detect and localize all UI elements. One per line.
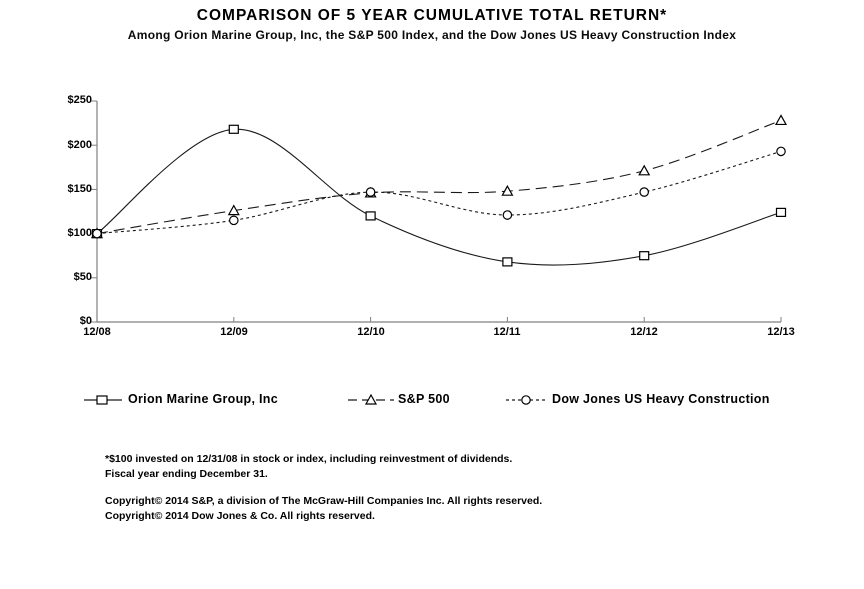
y-tick-label: $0 — [79, 315, 92, 327]
x-tick-label: 12/08 — [83, 326, 111, 338]
series-markers — [92, 115, 786, 265]
legend-sample-dash-triangle-icon — [348, 394, 394, 406]
square-marker-icon — [366, 212, 375, 220]
footnote-copyright-sp: Copyright© 2014 S&P, a division of The McGraw-Hill Companies Inc. All rights reserved. — [105, 495, 543, 507]
legend-label-sp500: S&P 500 — [398, 392, 450, 406]
triangle-marker-icon — [639, 166, 649, 175]
y-tick-label: $50 — [73, 271, 92, 283]
circle-marker-icon — [777, 147, 785, 155]
series-line-0 — [97, 129, 781, 265]
legend-sample-solid-square-icon — [84, 394, 122, 406]
circle-marker-icon — [640, 188, 648, 196]
square-marker-icon — [777, 208, 786, 216]
x-tick-label: 12/11 — [493, 326, 521, 338]
legend-label-dowjones: Dow Jones US Heavy Construction — [552, 392, 770, 406]
footnote-copyright-dj: Copyright© 2014 Dow Jones & Co. All rights reserved. — [105, 509, 375, 522]
footnote-fiscal: Fiscal year ending December 31. — [105, 467, 268, 480]
axis-ticks — [91, 101, 781, 322]
series-lines — [97, 120, 781, 265]
circle-marker-icon — [93, 229, 101, 237]
x-tick-label: 12/13 — [767, 326, 795, 338]
square-marker-icon — [640, 252, 649, 260]
x-tick-label: 12/10 — [357, 326, 385, 338]
footnote-invested: *$100 invested on 12/31/08 in stock or index, including reinvestment of dividends. — [105, 453, 513, 465]
circle-marker-icon — [230, 216, 238, 224]
square-marker-icon — [503, 258, 512, 266]
x-tick-label: 12/09 — [220, 326, 248, 338]
legend-sample-dot-circle-icon — [506, 394, 546, 406]
square-marker-icon — [229, 125, 238, 133]
y-tick-label: $100 — [67, 227, 92, 239]
footnote-block-invested — [105, 452, 542, 481]
y-tick-label: $250 — [67, 94, 92, 106]
circle-marker-icon — [503, 211, 511, 219]
legend-label-orion: Orion Marine Group, Inc — [128, 392, 278, 406]
y-tick-label: $200 — [67, 139, 92, 151]
circle-marker-icon — [366, 188, 374, 196]
x-tick-label: 12/12 — [630, 326, 658, 338]
y-tick-label: $150 — [67, 183, 92, 195]
chart-subtitle: Among Orion Marine Group, Inc, the S&P 500 Index, and the Dow Jones US Heavy Construction Index — [127, 28, 737, 42]
axis-lines — [97, 101, 781, 322]
footnote-block-copyright — [105, 494, 542, 523]
triangle-marker-icon — [776, 115, 786, 124]
chart-title: COMPARISON OF 5 YEAR CUMULATIVE TOTAL RETURN* — [196, 7, 668, 24]
axes — [91, 101, 781, 322]
footnotes — [105, 452, 542, 523]
series-line-1 — [97, 120, 781, 233]
